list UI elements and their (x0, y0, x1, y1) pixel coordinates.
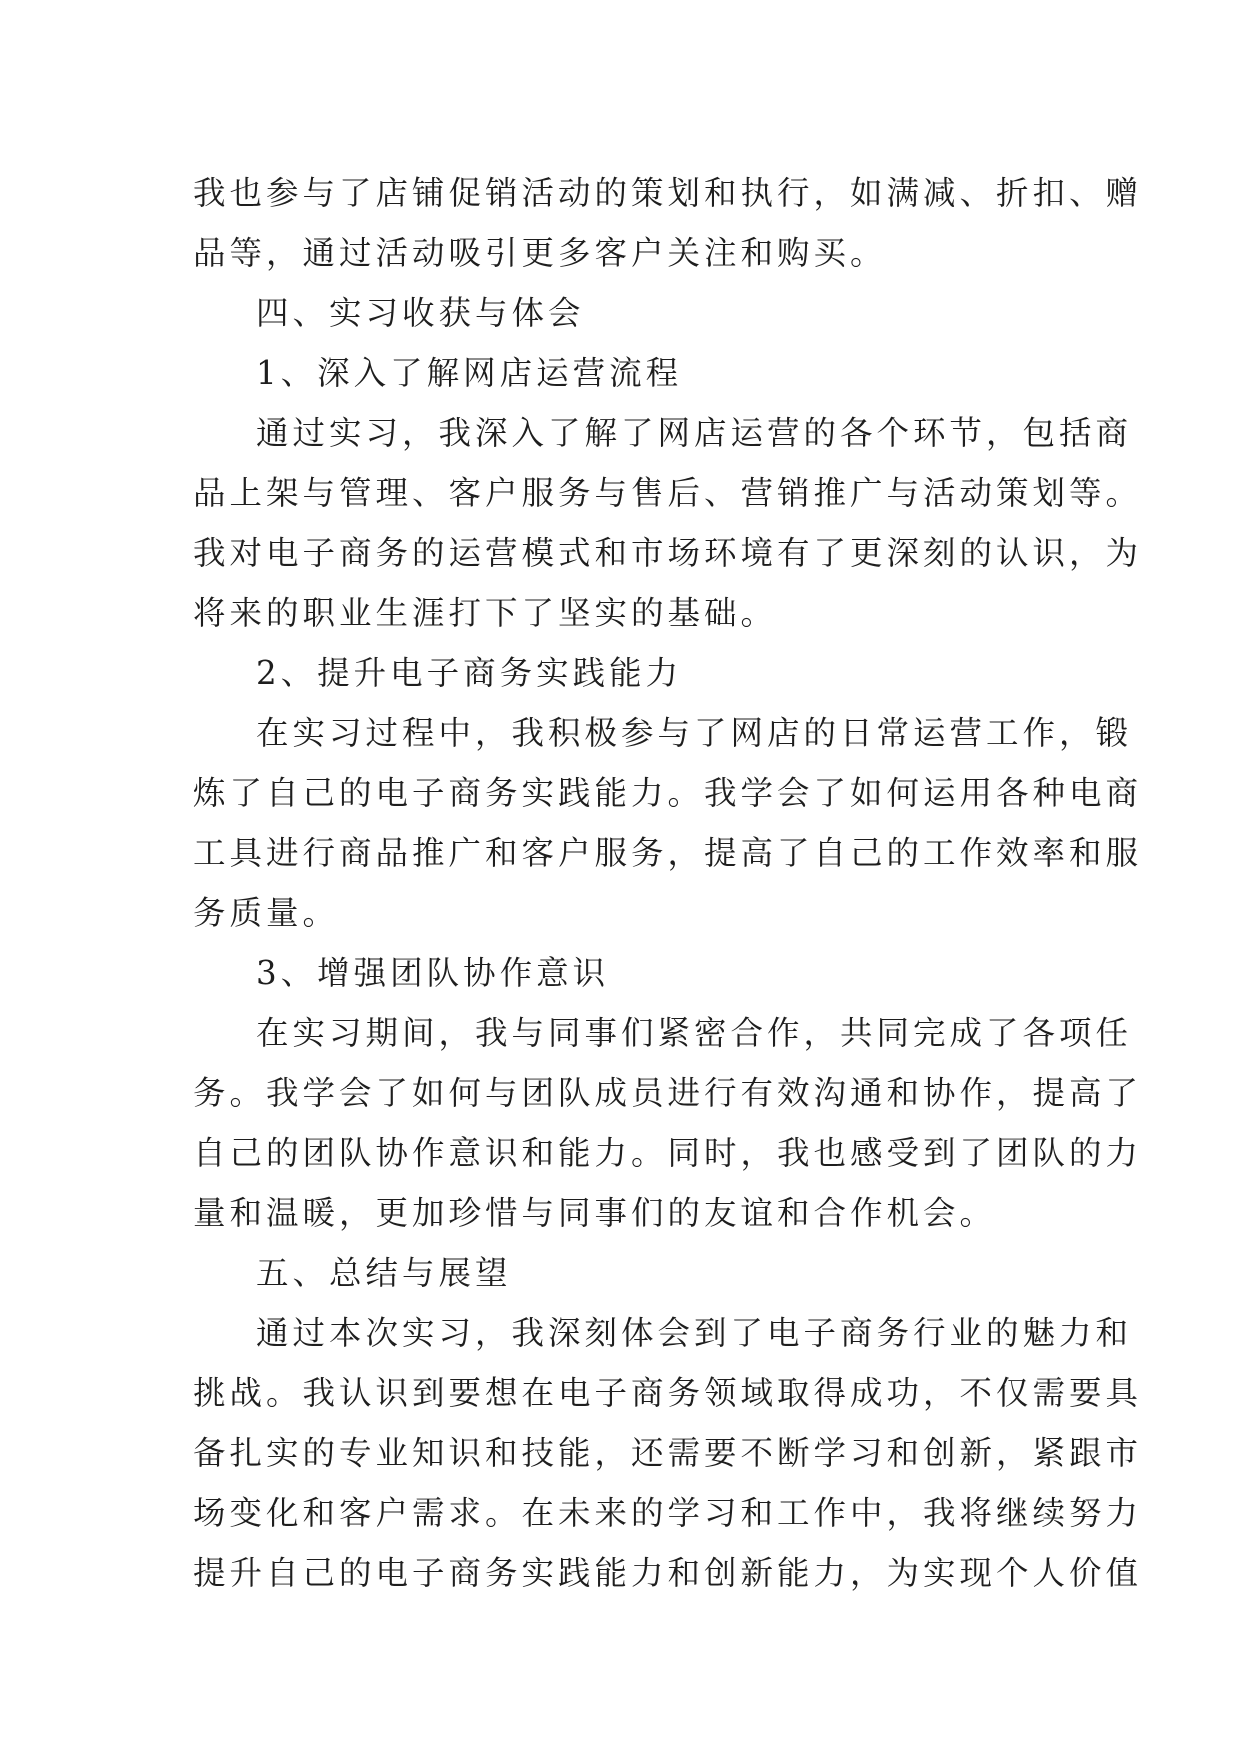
text-line: 务。我学会了如何与团队成员进行有效沟通和协作，提高了 (193, 1074, 1143, 1112)
subsection-heading: 2、提升电子商务实践能力 (256, 654, 683, 692)
document-page (193, 163, 1143, 1603)
section-heading: 四、实习收获与体会 (256, 294, 585, 332)
text-line: 自己的团队协作意识和能力。同时，我也感受到了团队的力 (193, 1134, 1143, 1172)
subsection-heading: 1、深入了解网店运营流程 (256, 354, 683, 392)
text-line: 品等，通过活动吸引更多客户关注和购买。 (193, 234, 887, 272)
text-line: 通过本次实习，我深刻体会到了电子商务行业的魅力和 (256, 1314, 1133, 1352)
text-line: 量和温暖，更加珍惜与同事们的友谊和合作机会。 (193, 1194, 997, 1232)
text-line: 品上架与管理、客户服务与售后、营销推广与活动策划等。 (193, 474, 1143, 512)
text-line: 提升自己的电子商务实践能力和创新能力，为实现个人价值 (193, 1554, 1143, 1592)
text-line: 备扎实的专业知识和技能，还需要不断学习和创新，紧跟市 (193, 1434, 1143, 1472)
text-line: 场变化和客户需求。在未来的学习和工作中，我将继续努力 (193, 1494, 1143, 1532)
text-line: 在实习过程中，我积极参与了网店的日常运营工作，锻 (256, 714, 1133, 752)
section-heading: 五、总结与展望 (256, 1254, 512, 1292)
text-line: 将来的职业生涯打下了坚实的基础。 (193, 594, 778, 632)
text-line: 工具进行商品推广和客户服务，提高了自己的工作效率和服 (193, 834, 1143, 872)
text-line: 在实习期间，我与同事们紧密合作，共同完成了各项任 (256, 1014, 1133, 1052)
text-line: 炼了自己的电子商务实践能力。我学会了如何运用各种电商 (193, 774, 1143, 812)
text-line: 挑战。我认识到要想在电子商务领域取得成功，不仅需要具 (193, 1374, 1143, 1412)
text-line: 我也参与了店铺促销活动的策划和执行，如满减、折扣、赠 (193, 174, 1143, 212)
subsection-heading: 3、增强团队协作意识 (256, 954, 610, 992)
text-line: 通过实习，我深入了解了网店运营的各个环节，包括商 (256, 414, 1133, 452)
text-line: 务质量。 (193, 894, 340, 932)
text-line: 我对电子商务的运营模式和市场环境有了更深刻的认识，为 (193, 534, 1143, 572)
